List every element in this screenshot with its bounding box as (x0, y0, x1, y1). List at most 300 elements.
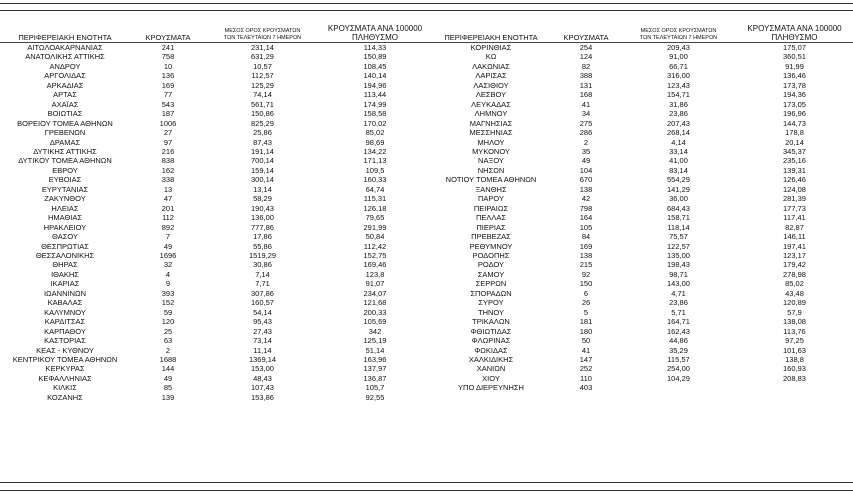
table-row (431, 223, 853, 232)
per100k-cell (736, 383, 853, 392)
region-cell: ΛΗΜΝΟΥ (474, 109, 508, 119)
cases-cell: 1688 (159, 354, 177, 364)
table-row (0, 260, 431, 269)
cases-cell: 25 (163, 326, 173, 336)
table-row (0, 374, 431, 383)
column-header-region: ΠΕΡΙΦΕΡΕΙΑΚΗ ΕΝΟΤΗΤΑ (431, 0, 551, 43)
table-row (0, 81, 431, 90)
per100k-cell: 171,13 (363, 156, 387, 166)
region-cell: ΧΑΝΙΩΝ (476, 364, 506, 374)
table-row (0, 242, 431, 251)
table-row (431, 364, 853, 373)
cases-cell: 543 (161, 99, 175, 109)
region-cell: ΛΑΚΩΝΙΑΣ (472, 61, 510, 71)
cases-cell: 181 (579, 317, 593, 327)
cases-cell: 1696 (159, 250, 177, 260)
per100k-cell: 146,11 (783, 232, 806, 242)
cases-cell: 77 (163, 90, 173, 100)
region-cell: ΣΥΡΟΥ (478, 298, 504, 308)
region-cell: ΣΕΡΡΩΝ (475, 279, 507, 289)
region-cell: ΚΑΛΥΜΝΟΥ (44, 307, 86, 317)
avg7-cell: 684,43 (667, 203, 690, 213)
table-row (431, 336, 853, 345)
avg7-cell: 191,14 (251, 146, 274, 156)
per100k-cell: 126,46 (783, 175, 806, 185)
region-cell: ΚΑΣΤΟΡΙΑΣ (44, 336, 86, 346)
table-row (431, 260, 853, 269)
avg7-cell: 136,00 (251, 213, 274, 223)
region-cell: ΜΕΣΣΗΝΙΑΣ (469, 128, 513, 138)
table-row (431, 308, 853, 317)
avg7-cell: 17,86 (253, 232, 272, 242)
cases-cell: 670 (579, 175, 593, 185)
region-cell: ΘΗΡΑΣ (52, 260, 78, 270)
avg7-cell: 1519,29 (248, 250, 277, 260)
region-cell: ΛΑΣΙΘΙΟΥ (473, 80, 509, 90)
avg7-cell: 307,86 (251, 288, 274, 298)
avg7-cell: 74,14 (253, 90, 272, 100)
region-cell: ΓΡΕΒΕΝΩΝ (44, 128, 86, 138)
per100k-cell: 51,14 (365, 345, 385, 355)
per100k-cell: 194,36 (783, 90, 806, 100)
per100k-cell: 174,99 (363, 99, 387, 109)
region-cell: ΑΧΑΪΑΣ (51, 99, 79, 109)
avg7-cell: 27,43 (253, 326, 272, 336)
cases-cell: 41 (581, 99, 591, 109)
column-header-avg7-line2: ΤΩΝ ΤΕΛΕΥΤΑΙΩΝ 7 ΗΜΕΡΩΝ (223, 35, 302, 41)
per100k-cell: 360,51 (783, 52, 806, 62)
avg7-cell: 98,71 (669, 269, 688, 279)
region-cell: ΠΙΕΡΙΑΣ (476, 222, 506, 232)
table-row (431, 194, 853, 203)
cases-cell: 758 (161, 52, 175, 62)
table-row (0, 166, 431, 175)
table-row (0, 194, 431, 203)
region-cell: ΤΗΝΟΥ (477, 307, 504, 317)
cases-cell: 131 (579, 80, 593, 90)
region-cell: ΚΟΡΙΝΘΙΑΣ (470, 43, 512, 52)
per100k-cell: 112,42 (363, 241, 387, 251)
cases-cell: 162 (161, 165, 175, 175)
avg7-cell: 58,29 (253, 194, 272, 204)
region-cell: ΑΝΔΡΟΥ (49, 61, 81, 71)
table-row (431, 355, 853, 364)
cases-cell: 275 (579, 118, 593, 128)
region-cell: ΚΑΡΠΑΘΟΥ (44, 326, 86, 336)
avg7-cell: 150,86 (251, 109, 274, 119)
cases-cell: 104 (579, 165, 593, 175)
cases-cell: 152 (161, 298, 175, 308)
cases-cell: 169 (579, 241, 593, 251)
avg7-cell: 10,57 (253, 61, 272, 71)
bottom-rule-lower (0, 490, 853, 491)
avg7-cell: 30,86 (253, 260, 272, 270)
region-cell: ΛΕΣΒΟΥ (475, 90, 507, 100)
per100k-cell: 178,8 (785, 128, 804, 138)
avg7-cell: 7,71 (255, 279, 270, 289)
per100k-cell: 160,33 (363, 175, 387, 185)
avg7-cell: 107,43 (251, 383, 274, 393)
region-cell: ΡΟΔΟΥ (477, 260, 505, 270)
per100k-cell: 144,73 (783, 118, 806, 128)
cases-cell: 27 (163, 128, 173, 138)
cases-cell: 241 (161, 43, 175, 52)
cases-cell: 139 (161, 392, 175, 402)
cases-cell: 164 (579, 213, 593, 223)
column-header-avg7 (621, 0, 736, 43)
table-row (0, 204, 431, 213)
per100k-cell: 138,08 (783, 317, 806, 327)
per100k-cell: 85,02 (365, 128, 385, 138)
column-header-cases: ΚΡΟΥΣΜΑΤΑ (551, 0, 621, 43)
per100k-cell: 126,18 (363, 203, 387, 213)
region-cell: ΙΚΑΡΙΑΣ (50, 279, 80, 289)
per100k-cell: 113,76 (783, 326, 806, 336)
region-cell: ΚΕΡΚΥΡΑΣ (45, 364, 85, 374)
per100k-cell: 158,58 (363, 109, 387, 119)
table-row (0, 128, 431, 137)
table-row (0, 213, 431, 222)
cases-cell: 7 (165, 232, 171, 242)
per100k-cell: 125,19 (363, 336, 387, 346)
region-cell: ΚΕΦΑΛΛΗΝΙΑΣ (38, 373, 92, 383)
table-row (0, 109, 431, 118)
cases-cell: 338 (161, 175, 175, 185)
table-row (0, 308, 431, 317)
table-row (0, 62, 431, 71)
avg7-cell: 190,43 (251, 203, 274, 213)
cases-cell: 180 (579, 326, 593, 336)
region-cell: ΝΑΞΟΥ (478, 156, 504, 166)
avg7-cell: 54,14 (253, 307, 272, 317)
cases-cell: 136 (161, 71, 175, 81)
avg7-cell: 122,57 (667, 241, 690, 251)
per100k-cell: 105,7 (365, 383, 385, 393)
cases-cell: 120 (161, 317, 175, 327)
per100k-cell: 177,73 (783, 203, 806, 213)
per100k-cell: 140,14 (363, 71, 387, 81)
region-cell: ΜΥΚΟΝΟΥ (472, 146, 510, 156)
per100k-cell: 92,55 (365, 392, 385, 402)
per100k-cell: 91,99 (785, 61, 804, 71)
per100k-cell: 121,68 (363, 298, 387, 308)
cases-cell: 216 (161, 146, 175, 156)
region-cell: ΝΟΤΙΟΥ ΤΟΜΕΑ ΑΘΗΝΩΝ (445, 175, 537, 185)
table-row (431, 71, 853, 80)
region-cell: ΚΙΛΚΙΣ (53, 383, 77, 393)
table-row (431, 270, 853, 279)
per100k-cell: 91,07 (365, 279, 385, 289)
table-row (0, 336, 431, 345)
column-header-cases: ΚΡΟΥΣΜΑΤΑ (130, 0, 206, 43)
cases-cell: 5 (583, 307, 589, 317)
avg7-cell: 35,29 (669, 345, 688, 355)
region-cell: ΚΑΡΔΙΤΣΑΣ (44, 317, 86, 327)
cases-cell: 215 (579, 260, 593, 270)
table-row (431, 317, 853, 326)
per100k-cell: 101,63 (783, 345, 806, 355)
per100k-cell: 57,9 (787, 307, 802, 317)
table-row (0, 383, 431, 392)
region-cell: ΘΕΣΣΑΛΟΝΙΚΗΣ (35, 250, 95, 260)
cases-cell: 34 (581, 109, 591, 119)
cases-cell: 286 (579, 128, 593, 138)
avg7-cell: 118,14 (667, 222, 690, 232)
per100k-cell: 173,78 (783, 80, 806, 90)
per100k-cell: 79,65 (365, 213, 385, 223)
cases-cell: 2 (165, 345, 171, 355)
table-row (0, 346, 431, 355)
avg7-cell: 700,14 (251, 156, 274, 166)
avg7-cell: 23,86 (669, 109, 688, 119)
cases-cell: 41 (581, 345, 591, 355)
cases-cell: 49 (163, 373, 173, 383)
per100k-cell: 117,41 (783, 213, 806, 223)
per100k-cell: 139,31 (783, 165, 806, 175)
cases-cell: 1006 (159, 118, 177, 128)
cases-cell: 201 (161, 203, 175, 213)
table-row (0, 138, 431, 147)
region-cell: ΠΕΛΛΑΣ (475, 213, 507, 223)
table-row (0, 232, 431, 241)
per100k-cell: 97,25 (785, 336, 804, 346)
table-row (0, 185, 431, 194)
avg7-cell: 135,00 (667, 250, 690, 260)
cases-cell: 63 (163, 336, 173, 346)
table-row (431, 147, 853, 156)
cases-cell: 138 (579, 250, 593, 260)
cases-cell: 50 (581, 336, 591, 346)
cases-cell: 169 (161, 80, 175, 90)
region-cell: ΑΡΤΑΣ (53, 90, 77, 100)
region-cell: ΑΙΤΩΛΟΑΚΑΡΝΑΝΙΑΣ (27, 43, 103, 52)
cases-cell: 187 (161, 109, 175, 119)
table-row (0, 364, 431, 373)
right-table-panel (431, 0, 853, 393)
per100k-cell: 98,69 (365, 137, 385, 147)
avg7-cell: 141,29 (667, 184, 690, 194)
per100k-cell: 124,08 (783, 184, 806, 194)
left-table-panel (0, 0, 431, 402)
table-row (0, 270, 431, 279)
per100k-cell: 82,87 (785, 222, 804, 232)
cases-cell: 393 (161, 288, 175, 298)
cases-cell: 6 (583, 288, 589, 298)
region-cell: ΡΕΘΥΜΝΟΥ (469, 241, 513, 251)
avg7-cell: 112,57 (251, 71, 274, 81)
per100k-cell: 50,84 (365, 232, 385, 242)
avg7-cell: 268,14 (667, 128, 690, 138)
per100k-cell: 163,96 (363, 354, 387, 364)
per100k-cell: 291,99 (363, 222, 387, 232)
cases-cell: 105 (579, 222, 593, 232)
avg7-cell: 316,00 (667, 71, 690, 81)
left-table-body (0, 43, 431, 403)
table-row (431, 279, 853, 288)
cases-cell: 35 (581, 146, 591, 156)
cases-cell: 110 (580, 373, 592, 383)
region-cell: ΠΡΕΒΕΖΑΣ (471, 232, 511, 242)
table-row (431, 119, 853, 128)
per100k-cell: 197,41 (783, 241, 806, 251)
cases-cell: 4 (165, 269, 171, 279)
table-row (0, 147, 431, 156)
avg7-cell: 561,71 (251, 99, 274, 109)
table-row (431, 138, 853, 147)
per100k-cell: 85,02 (785, 279, 804, 289)
column-header-per100k-line2: ΠΛΗΘΥΣΜΟ (351, 33, 399, 42)
avg7-cell: 25,86 (253, 128, 272, 138)
cases-cell: 838 (161, 156, 175, 166)
table-row (0, 156, 431, 165)
avg7-cell: 95,43 (253, 317, 272, 327)
cases-cell: 59 (163, 307, 173, 317)
per100k-cell: 108,45 (363, 61, 387, 71)
table-row (431, 232, 853, 241)
cases-cell: 97 (163, 137, 173, 147)
avg7-cell: 31,86 (669, 99, 688, 109)
per100k-cell: 235,16 (783, 156, 806, 166)
cases-cell: 403 (579, 383, 593, 393)
avg7-cell: 33,14 (669, 146, 688, 156)
table-row (431, 383, 853, 392)
region-cell: ΞΑΝΘΗΣ (475, 184, 507, 194)
table-row (431, 251, 853, 260)
table-row (0, 298, 431, 307)
avg7-cell: 160,57 (251, 298, 274, 308)
table-row (431, 374, 853, 383)
cases-cell: 252 (579, 364, 593, 374)
per100k-cell: 123,17 (783, 250, 806, 260)
table-row (0, 90, 431, 99)
cases-cell: 2 (583, 137, 589, 147)
avg7-cell: 55,86 (253, 241, 272, 251)
avg7-cell: 11,14 (253, 345, 272, 355)
avg7-cell: 300,14 (251, 175, 274, 185)
per100k-cell: 105,69 (363, 317, 387, 327)
cases-cell: 49 (163, 241, 173, 251)
table-row (0, 43, 431, 53)
avg7-cell: 153,00 (251, 364, 274, 374)
avg7-cell: 13,14 (253, 184, 272, 194)
avg7-cell: 5,71 (671, 307, 686, 317)
cases-cell: 47 (163, 194, 173, 204)
avg7-cell: 159,14 (251, 165, 274, 175)
column-header-per100k-line2: ΠΛΗΘΥΣΜΟ (771, 33, 818, 42)
per100k-cell: 64,74 (365, 184, 385, 194)
table-row (0, 175, 431, 184)
cases-cell: 388 (579, 71, 593, 81)
region-cell: ΦΘΙΩΤΙΔΑΣ (470, 326, 512, 336)
per100k-cell: 20,14 (785, 137, 804, 147)
avg7-cell: 198,43 (667, 260, 690, 270)
avg7-cell: 125,29 (251, 80, 274, 90)
region-cell: ΗΜΑΘΙΑΣ (47, 213, 83, 223)
region-cell: ΝΗΣΩΝ (477, 165, 505, 175)
table-row (431, 242, 853, 251)
column-header-per100k-line1: ΚΡΟΥΣΜΑΤΑ ΑΝΑ 100000 (747, 24, 842, 33)
region-cell: ΛΕΥΚΑΔΑΣ (471, 99, 511, 109)
cases-cell: 42 (581, 194, 591, 204)
per100k-cell: 208,83 (783, 373, 806, 383)
table-row (0, 52, 431, 61)
avg7-cell: 4,71 (671, 288, 686, 298)
cases-cell: 798 (579, 203, 593, 213)
region-cell: ΕΥΒΟΙΑΣ (48, 175, 82, 185)
region-cell: ΣΑΜΟΥ (477, 269, 505, 279)
region-cell: ΤΡΙΚΑΛΩΝ (472, 317, 510, 327)
cases-cell: 254 (579, 43, 593, 52)
region-cell: ΡΟΔΟΠΗΣ (472, 250, 510, 260)
cases-cell: 84 (581, 232, 591, 242)
region-cell: ΧΑΛΚΙΔΙΚΗΣ (468, 354, 514, 364)
region-cell: ΜΑΓΝΗΣΙΑΣ (469, 118, 513, 128)
region-cell: ΥΠΟ ΔΙΕΡΕΥΝΗΣΗ (458, 383, 524, 393)
per100k-cell: 281,39 (783, 194, 806, 204)
region-cell: ΛΑΡΙΣΑΣ (475, 71, 507, 81)
per100k-cell: 194,96 (363, 80, 387, 90)
table-row (431, 204, 853, 213)
avg7-cell: 207,43 (667, 118, 690, 128)
per100k-cell: 342 (368, 326, 382, 336)
avg7-cell: 123,43 (667, 80, 690, 90)
cases-cell: 32 (163, 260, 173, 270)
per100k-cell: 169,46 (363, 260, 387, 270)
avg7-cell: 158,71 (667, 213, 690, 223)
cases-cell: 13 (163, 184, 173, 194)
region-cell: ΙΘΑΚΗΣ (51, 269, 79, 279)
region-cell: ΕΥΡΥΤΑΝΙΑΣ (41, 184, 89, 194)
bottom-rule-upper (0, 482, 853, 483)
per100k-cell: 113,44 (363, 90, 387, 100)
cases-cell: 168 (579, 90, 593, 100)
region-cell: ΘΑΣΟΥ (52, 232, 78, 242)
avg7-cell: 23,86 (669, 298, 688, 308)
avg7-cell: 36,00 (669, 194, 688, 204)
per100k-cell: 136,46 (783, 71, 806, 81)
avg7-cell: 209,43 (667, 43, 690, 52)
per100k-cell: 136,87 (363, 373, 387, 383)
table-row (0, 327, 431, 336)
avg7-cell: 104,29 (667, 373, 690, 383)
avg7-cell: 41,00 (669, 156, 688, 166)
table-row (0, 71, 431, 80)
cases-cell: 85 (163, 383, 173, 393)
region-cell: ΜΗΛΟΥ (477, 137, 505, 147)
cases-cell: 150 (579, 279, 593, 289)
avg7-cell: 73,14 (253, 336, 272, 346)
avg7-cell: 1369,14 (248, 354, 277, 364)
per100k-cell: 196,96 (783, 109, 806, 119)
per100k-cell: 120,89 (783, 298, 806, 308)
table-row (0, 393, 431, 402)
column-header-avg7 (206, 0, 319, 43)
avg7-cell: 7,14 (255, 269, 270, 279)
avg7-cell: 154,71 (667, 90, 690, 100)
avg7-cell: 91,00 (669, 52, 688, 62)
region-cell: ΑΡΚΑΔΙΑΣ (46, 80, 84, 90)
per100k-cell: 175,07 (783, 43, 806, 52)
region-cell: ΚΩ (485, 52, 497, 62)
table-row (0, 279, 431, 288)
region-cell: ΗΡΑΚΛΕΙΟΥ (43, 222, 87, 232)
left-cases-table (0, 0, 431, 402)
cases-cell: 49 (581, 156, 591, 166)
cases-cell: 147 (579, 354, 593, 364)
per100k-cell: 179,42 (783, 260, 806, 270)
per100k-cell: 152,75 (363, 250, 387, 260)
per100k-cell: 160,93 (783, 364, 806, 374)
